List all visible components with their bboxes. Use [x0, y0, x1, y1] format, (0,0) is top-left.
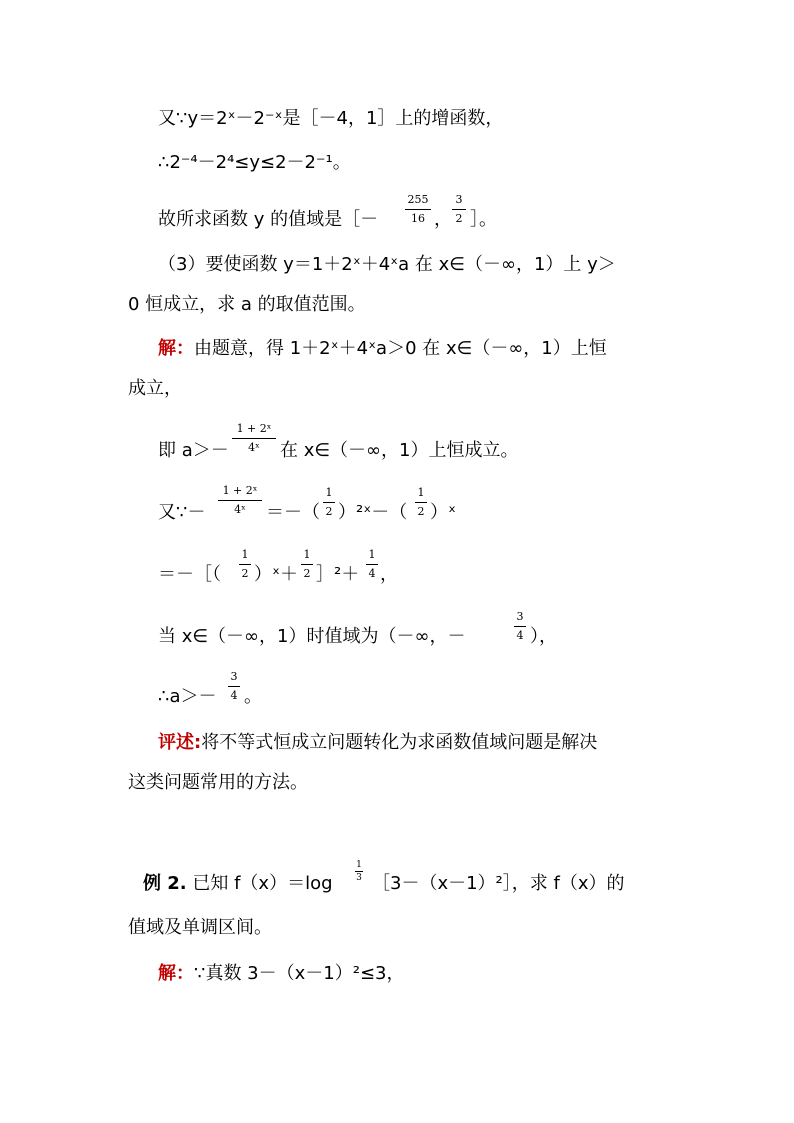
fraction-3-2: 3 2: [452, 192, 466, 227]
fraction-3-4-b: 3 4: [228, 669, 240, 704]
solution-text: 由题意，得 1＋2ˣ＋4ˣa＞0 在 x∈（－∞，1）上恒: [194, 338, 607, 359]
fraction-half-1: 1 2: [323, 485, 335, 520]
text-established: 成立，: [128, 378, 182, 399]
text-squared-plus: ］²＋: [316, 564, 360, 585]
text-complete-square: ＝－［（: [158, 564, 221, 585]
text-problem-3-cont: 0 恒成立，求 a 的取值范围。: [128, 294, 366, 315]
text-range-when: 当 x∈（－∞，1）时值域为（－∞，－: [158, 626, 466, 647]
text-period: 。: [244, 686, 262, 707]
text-holds-on-interval: 在 x∈（－∞，1）上恒成立。: [280, 440, 519, 461]
text-power-x: ）ˣ: [430, 502, 456, 523]
comment-text: 将不等式恒成立问题转化为求函数值域问题是解决: [201, 732, 598, 753]
text-x-plus: ）ˣ＋: [254, 564, 298, 585]
fraction-half-4: 1 2: [301, 547, 313, 582]
fraction-3-4-a: 3 4: [514, 609, 526, 644]
text-line-inequality: ∴2⁻⁴－2⁴≤y≤2－2⁻¹。: [158, 152, 351, 173]
log-base-fraction: 1 3: [356, 860, 362, 883]
fraction-half-3: 1 2: [239, 547, 251, 582]
solution-2-text: ∵真数 3－（x－1）²≤3，: [194, 963, 405, 984]
fraction-expr-2: 1 + 2ˣ 4ˣ: [218, 483, 262, 518]
text-range-suffix: ］。: [470, 209, 497, 230]
text-comma: ，: [434, 209, 452, 230]
fraction-half-2: 1 2: [415, 485, 427, 520]
solution-line: [158, 336, 607, 362]
example-label: 例 2.: [143, 873, 187, 894]
text-line-increasing-function: 又∵y＝2ˣ－2⁻ˣ是［－4，1］上的增函数，: [158, 108, 504, 129]
text-range-prefix: 故所求函数 y 的值域是［－: [158, 209, 379, 230]
example-text-a: 已知 f（x）＝log: [192, 873, 333, 894]
example-text-line2: 值域及单调区间。: [128, 917, 272, 938]
text-power-2x: ）²ˣ－（: [338, 502, 408, 523]
fraction-quarter: 1 4: [366, 547, 378, 582]
example-2-line: [143, 871, 333, 897]
solution-label: 解：: [158, 338, 194, 359]
text-comma-2: ，: [380, 564, 398, 585]
text-equals-neg: ＝－（: [266, 502, 320, 523]
fraction-1plus2x-over-4x: 1 + 2ˣ 4ˣ: [232, 421, 276, 456]
comment-label: 评述:: [158, 732, 202, 753]
solution-2-label: 解：: [158, 963, 194, 984]
solution-2-line: [158, 961, 404, 987]
text-since-neg: 又∵－: [158, 502, 206, 523]
fraction-255-16: 255 16: [405, 192, 431, 227]
text-a-greater: 即 a＞－: [158, 440, 229, 461]
comment-line: [158, 730, 597, 756]
text-close-paren: ），: [530, 626, 557, 647]
text-comment-cont: 这类问题常用的方法。: [128, 772, 308, 793]
text-conclusion: ∴a＞－: [158, 686, 217, 707]
example-text-b: ［3－（x－1）²］，求 f（x）的: [372, 873, 625, 894]
text-problem-3: （3）要使函数 y＝1＋2ˣ＋4ˣa 在 x∈（－∞，1）上 y＞: [158, 254, 616, 275]
